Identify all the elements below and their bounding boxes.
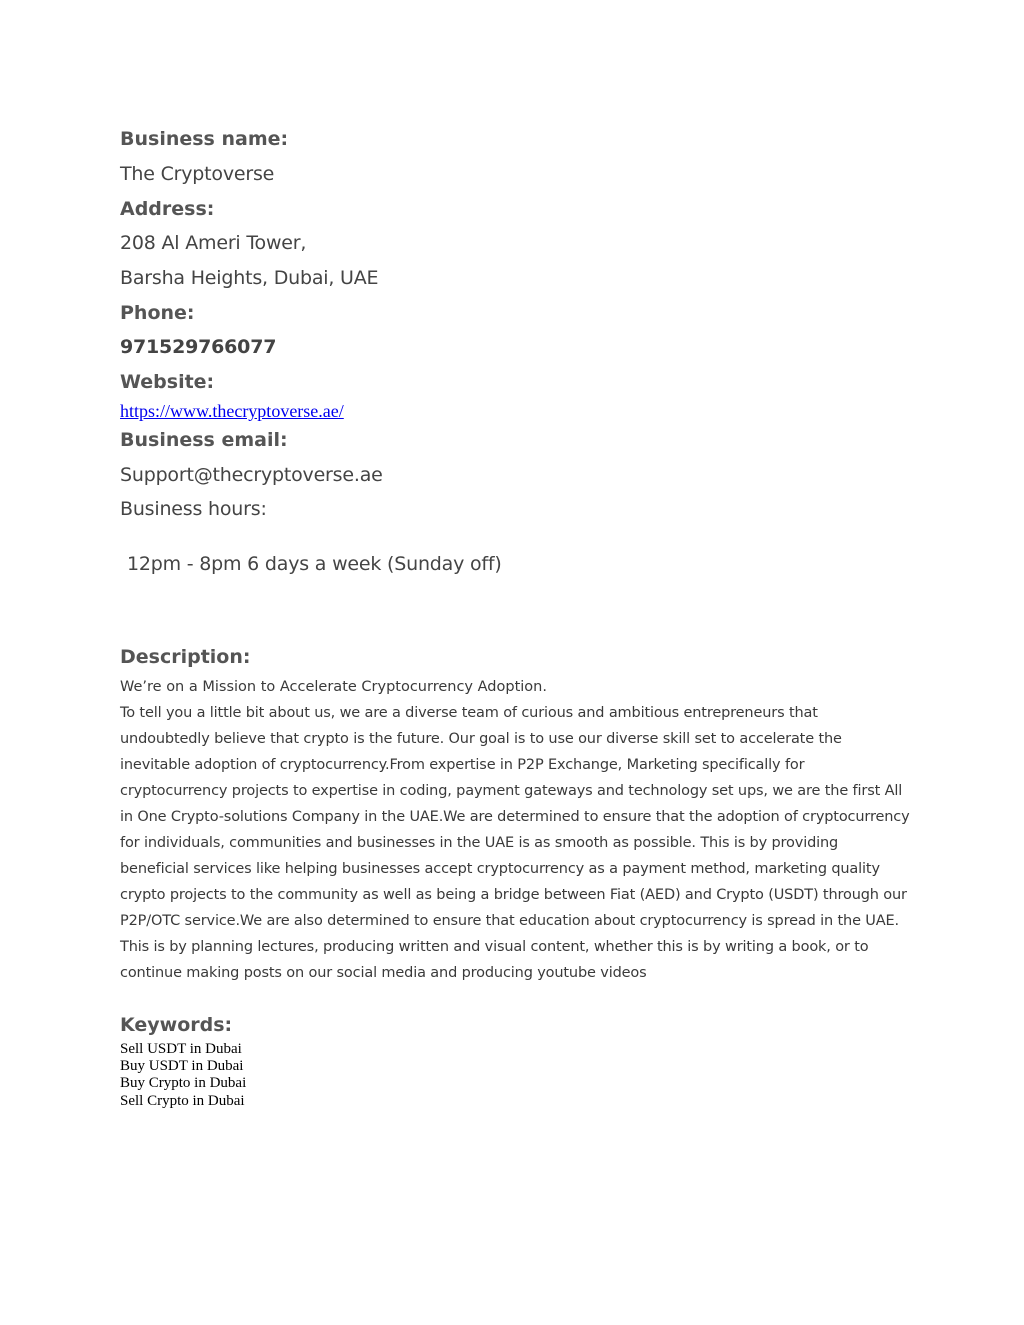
business-hours-label: Business hours: xyxy=(120,498,267,520)
keywords-label: Keywords: xyxy=(120,1014,233,1036)
website-label: Website: xyxy=(120,371,215,393)
description-body: To tell you a little bit about us, we are a diverse team of curious and ambitious entrepreneurs that undoubtedly believe that crypto is the future. Our goal is to use our diverse skill set to accelerate the inevitable adoption of cryptocurrency.From expertise in P2P Exchange, Marketing specifically for cryptocurrency projects to expertise in coding, payment gateways and technology set ups, we are the first All in One Crypto-solutions Company in the UAE.We are determined to ensure that the adoption of cryptocurrency for individuals, communities and businesses in the UAE is as smooth as possible. This is by providing beneficial services like helping businesses accept cryptocurrency as a payment method, marketing quality crypto projects to the community as well as being a bridge between Fiat (AED) and Crypto (USDT) through our P2P/OTC service.We are also determined to ensure that education about cryptocurrency is spread in the UAE. This is by planning lectures, producing written and visual content, whether this is by writing a book, or to continue making posts on our social media and producing youtube videos xyxy=(120,705,910,981)
description-tagline: We’re on a Mission to Accelerate Cryptocurrency Adoption. xyxy=(120,679,547,695)
address-label: Address: xyxy=(120,198,215,220)
business-name-value: The Cryptoverse xyxy=(120,163,275,185)
address-line-1: 208 Al Ameri Tower, xyxy=(120,232,307,254)
keyword-item: Sell Crypto in Dubai xyxy=(120,1093,245,1109)
business-hours-value: 12pm - 8pm 6 days a week (Sunday off) xyxy=(127,553,502,575)
website-link[interactable]: https://www.thecryptoverse.ae/ xyxy=(120,401,344,421)
keyword-item: Sell USDT in Dubai xyxy=(120,1041,242,1057)
keyword-item: Buy Crypto in Dubai xyxy=(120,1075,247,1091)
business-name-label: Business name: xyxy=(120,128,289,150)
business-email-label: Business email: xyxy=(120,429,288,451)
address-line-2: Barsha Heights, Dubai, UAE xyxy=(120,267,379,289)
keyword-item: Buy USDT in Dubai xyxy=(120,1058,244,1074)
phone-value: 971529766077 xyxy=(120,336,277,358)
description-label: Description: xyxy=(120,646,251,668)
business-email-value: Support@thecryptoverse.ae xyxy=(120,464,383,486)
phone-label: Phone: xyxy=(120,302,195,324)
